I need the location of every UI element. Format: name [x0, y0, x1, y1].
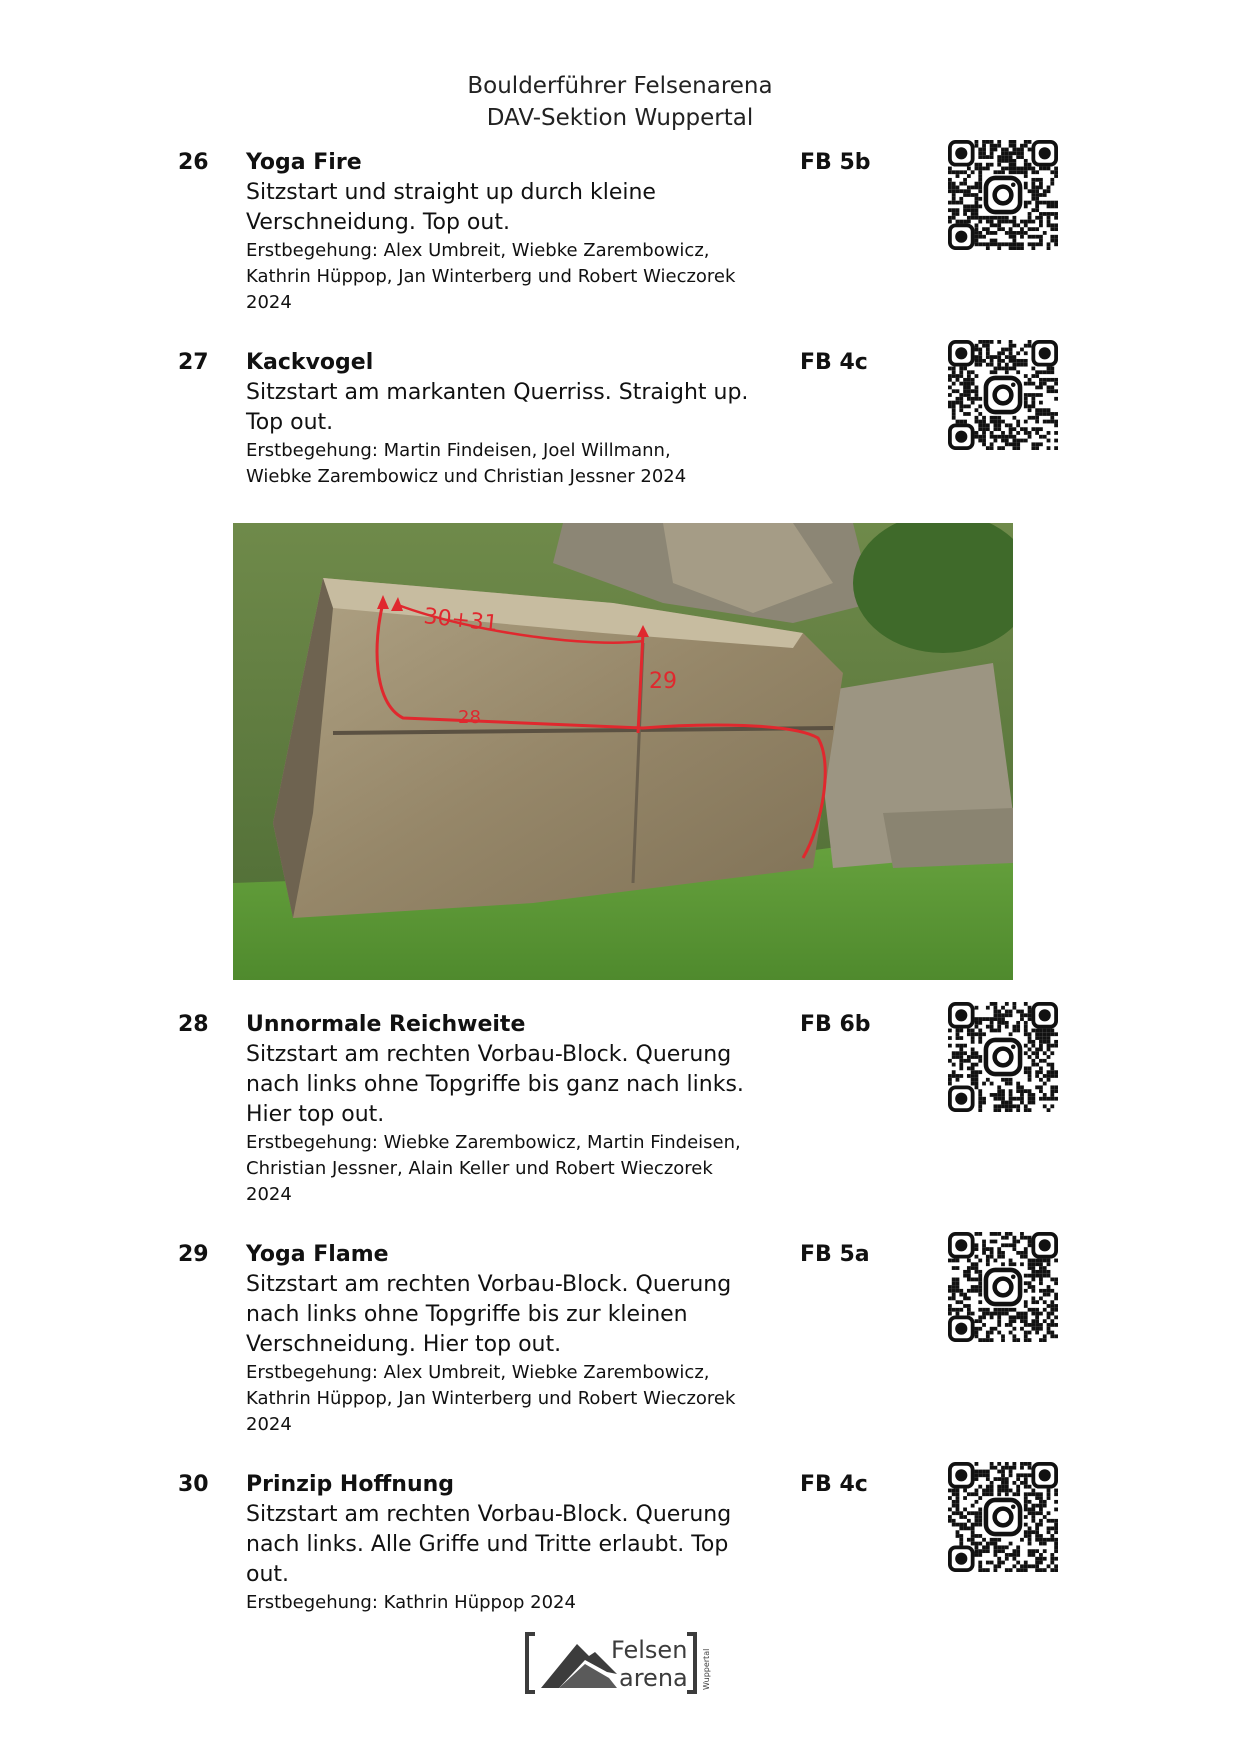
route-grade: FB 5a [800, 1242, 870, 1267]
instagram-icon [986, 1500, 1020, 1534]
header-title: Boulderführer Felsenarena [467, 73, 773, 99]
page-header [0, 70, 1240, 134]
instagram-qr-code[interactable] [948, 1002, 1058, 1112]
route-body [246, 1240, 766, 1438]
right-small-block [883, 808, 1013, 868]
logo-word-wuppertal: Wuppertal [702, 1648, 711, 1690]
route-body [246, 1010, 766, 1208]
route-description-line: Sitzstart am rechten Vorbau-Block. Querung [246, 1502, 732, 1527]
felsenarena-logo [525, 1630, 725, 1696]
route-grade: FB 5b [800, 150, 871, 175]
route-description-line: Sitzstart am rechten Vorbau-Block. Querung [246, 1272, 732, 1297]
route-description-line: Verschneidung. Hier top out. [246, 1332, 562, 1357]
route-label-30-31: 30+31 [422, 604, 500, 637]
route-name: Yoga Fire [246, 150, 362, 175]
instagram-qr-code[interactable] [948, 340, 1058, 450]
route-description-line: nach links ohne Topgriffe bis zur kleinen [246, 1302, 688, 1327]
route-name: Kackvogel [246, 350, 374, 375]
instagram-icon [986, 1040, 1020, 1074]
route-description-line: Verschneidung. Top out. [246, 210, 510, 235]
route-first-ascent-line: Erstbegehung: Martin Findeisen, Joel Willmann, [246, 440, 671, 461]
route-number: 30 [178, 1472, 209, 1497]
instagram-icon [986, 178, 1020, 212]
route-body [246, 148, 766, 316]
route-description-line: Hier top out. [246, 1102, 385, 1127]
route-name: Yoga Flame [246, 1242, 389, 1267]
route-first-ascent-line: 2024 [246, 1414, 292, 1435]
logo-word-arena: arena [619, 1664, 688, 1692]
route-description-line: nach links. Alle Griffe und Tritte erlaubt. Top [246, 1532, 729, 1557]
boulder-photo [233, 523, 1013, 980]
route-grade: FB 6b [800, 1012, 871, 1037]
route-first-ascent-line: Christian Jessner, Alain Keller und Robert Wieczorek [246, 1158, 713, 1179]
route-grade: FB 4c [800, 350, 868, 375]
instagram-icon [986, 378, 1020, 412]
route-grade: FB 4c [800, 1472, 868, 1497]
boulder-topo-image [233, 523, 1013, 980]
header-subtitle: DAV-Sektion Wuppertal [486, 105, 754, 131]
route-name: Unnormale Reichweite [246, 1012, 526, 1037]
route-label-28: 28 [458, 707, 481, 728]
route-description-line: Sitzstart und straight up durch kleine [246, 180, 656, 205]
route-first-ascent-line: 2024 [246, 1184, 292, 1205]
route-description-line: Top out. [246, 410, 334, 435]
route-description-line: Sitzstart am markanten Querriss. Straight up. [246, 380, 749, 405]
route-first-ascent-line: Erstbegehung: Alex Umbreit, Wiebke Zarembowicz, [246, 240, 710, 261]
route-first-ascent-line: Kathrin Hüppop, Jan Winterberg und Robert Wieczorek [246, 1388, 736, 1409]
route-first-ascent-line: Erstbegehung: Wiebke Zarembowicz, Martin Findeisen, [246, 1132, 741, 1153]
route-body [246, 1470, 766, 1616]
route-number: 28 [178, 1012, 209, 1037]
route-body [246, 348, 766, 490]
instagram-qr-code[interactable] [948, 1462, 1058, 1572]
route-first-ascent-line: Kathrin Hüppop, Jan Winterberg und Robert Wieczorek [246, 266, 736, 287]
route-first-ascent-line: Wiebke Zarembowicz und Christian Jessner 2024 [246, 466, 687, 487]
logo-word-felsen: Felsen [611, 1636, 688, 1664]
route-description-line: Sitzstart am rechten Vorbau-Block. Querung [246, 1042, 732, 1067]
route-label-29: 29 [649, 669, 677, 694]
route-number: 27 [178, 350, 209, 375]
route-first-ascent-line: Erstbegehung: Kathrin Hüppop 2024 [246, 1592, 576, 1613]
route-number: 29 [178, 1242, 209, 1267]
route-first-ascent-line: 2024 [246, 292, 292, 313]
route-name: Prinzip Hoffnung [246, 1472, 455, 1497]
route-number: 26 [178, 150, 209, 175]
route-first-ascent-line: Erstbegehung: Alex Umbreit, Wiebke Zarembowicz, [246, 1362, 710, 1383]
route-description-line: nach links ohne Topgriffe bis ganz nach links. [246, 1072, 744, 1097]
logo-bracket-left [527, 1634, 535, 1692]
instagram-icon [986, 1270, 1020, 1304]
instagram-qr-code[interactable] [948, 1232, 1058, 1342]
route-description-line: out. [246, 1562, 290, 1587]
instagram-qr-code[interactable] [948, 140, 1058, 250]
logo-bracket-right [687, 1634, 695, 1692]
